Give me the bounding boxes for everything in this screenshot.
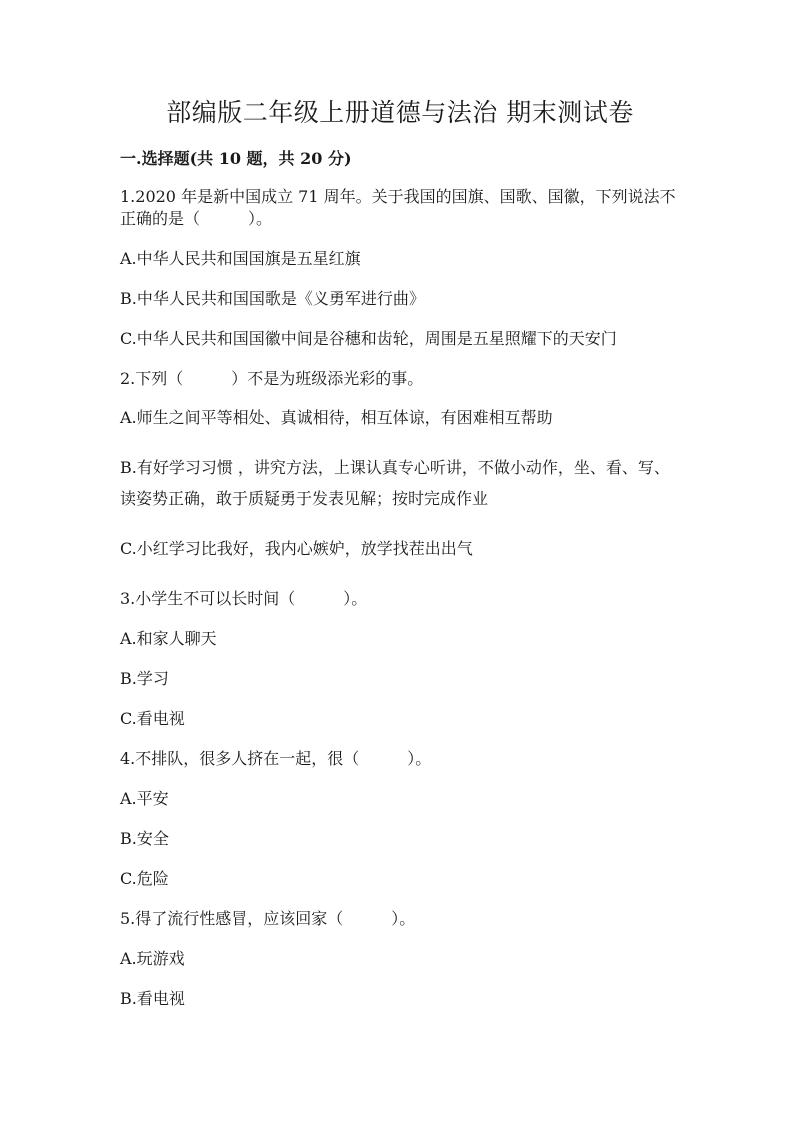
question-2-option-b-line-1: B.有好学习习惯 ，讲究方法，上课认真专心听讲，不做小动作，坐、看、写、 (120, 458, 670, 477)
question-3-option-b: B.学习 (120, 669, 169, 688)
question-4-option-c: C.危险 (120, 869, 169, 888)
question-1-stem-line-1: 1.2020 年是新中国成立 71 周年。关于我国的国旗、国歌、国徽，下列说法不 (120, 187, 676, 206)
question-3-option-c: C.看电视 (120, 709, 185, 728)
question-5-stem: 5.得了流行性感冒，应该回家（ ）。 (120, 909, 416, 928)
section-heading: 一.选择题(共 10 题，共 20 分) (120, 149, 352, 168)
question-1-option-b: B.中华人民共和国国歌是《义勇军进行曲》 (120, 289, 425, 308)
question-4-option-b: B.安全 (120, 829, 169, 848)
question-2-option-a: A.师生之间平等相处、真诚相待，相互体谅，有困难相互帮助 (120, 408, 553, 427)
page-title: 部编版二年级上册道德与法治 期末测试卷 (166, 98, 634, 127)
question-2-option-b-line-2: 读姿势正确，敢于质疑勇于发表见解；按时完成作业 (120, 489, 489, 508)
question-2-option-c: C.小红学习比我好，我内心嫉妒，放学找茬出出气 (120, 539, 473, 558)
question-3-option-a: A.和家人聊天 (120, 629, 217, 648)
question-1-option-c: C.中华人民共和国国徽中间是谷穗和齿轮，周围是五星照耀下的天安门 (120, 329, 617, 348)
question-1-option-a: A.中华人民共和国国旗是五星红旗 (120, 249, 361, 268)
question-1-stem-line-2: 正确的是（ ）。 (120, 209, 273, 228)
question-4-option-a: A.平安 (120, 789, 169, 808)
question-5-option-a: A.玩游戏 (120, 949, 185, 968)
question-5-option-b: B.看电视 (120, 989, 185, 1008)
question-2-stem: 2.下列（ ）不是为班级添光彩的事。 (120, 369, 424, 388)
question-4-stem: 4.不排队，很多人挤在一起，很（ ）。 (120, 749, 432, 768)
question-3-stem: 3.小学生不可以长时间（ ）。 (120, 589, 368, 608)
